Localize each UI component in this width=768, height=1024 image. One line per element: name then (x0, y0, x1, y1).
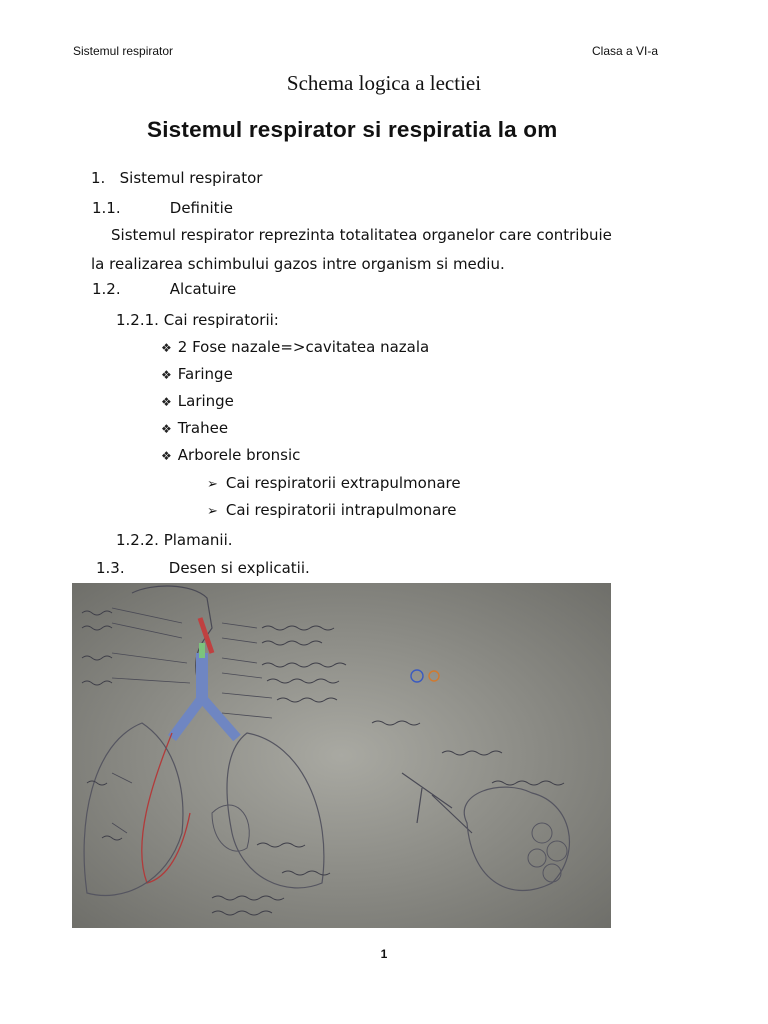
list-item: ❖ Arborele bronsic (161, 446, 301, 464)
section-1-1-number: 1.1. (92, 199, 121, 217)
section-1-2-1 (116, 311, 279, 329)
section-1-1-label: Definitie (169, 199, 233, 217)
section-1-3-label: Desen si explicatii. (168, 559, 310, 577)
hand-drawn-diagram (72, 583, 611, 928)
section-1-2-number: 1.2. (92, 280, 121, 298)
arrow-bullet-icon: ➢ (207, 477, 218, 492)
section-1-2-2 (116, 531, 233, 549)
section-1-3-number: 1.3. (96, 559, 125, 577)
page-subtitle: Schema logica a lectiei (286, 71, 482, 95)
page-title: Sistemul respirator si respiratia la om (147, 117, 558, 142)
section-1-1 (92, 199, 233, 217)
header-left: Sistemul respirator (73, 44, 174, 58)
list-item: ❖ Faringe (161, 365, 233, 383)
header-right: Clasa a VI-a (592, 44, 659, 58)
section-1-3 (96, 559, 310, 577)
list-item: ❖ Laringe (161, 392, 234, 410)
section-1-2-2-label: Plamanii. (163, 531, 233, 549)
section-1-2-2-number: 1.2.2. (116, 531, 159, 549)
diamond-bullet-icon: ❖ (161, 368, 172, 382)
list-item: ➢ Cai respiratorii intrapulmonare (207, 501, 457, 519)
diamond-bullet-icon: ❖ (161, 422, 172, 436)
diamond-bullet-icon: ❖ (161, 449, 172, 463)
section-1-2-1-label: Cai respiratorii: (163, 311, 279, 329)
diamond-bullet-icon: ❖ (161, 341, 172, 355)
section-1-2 (92, 280, 236, 298)
diamond-bullet-icon: ❖ (161, 395, 172, 409)
section-1-2-label: Alcatuire (169, 280, 237, 298)
definition-line-1: Sistemul respirator reprezinta totalitatea organelor care contribuie (111, 226, 612, 244)
page-number: 1 (380, 947, 388, 961)
list-item: ❖ Trahee (161, 419, 229, 437)
definition-line-2: la realizarea schimbului gazos intre organism si mediu. (91, 255, 505, 273)
section-1-number: 1. (91, 169, 106, 187)
section-1 (91, 169, 262, 187)
respiratory-system-drawing (72, 583, 611, 928)
section-1-2-1-number: 1.2.1. (116, 311, 159, 329)
arrow-bullet-icon: ➢ (207, 504, 218, 519)
list-item: ❖ 2 Fose nazale=>cavitatea nazala (161, 338, 430, 356)
section-1-label: Sistemul respirator (119, 169, 263, 187)
list-item: ➢ Cai respiratorii extrapulmonare (207, 474, 461, 492)
